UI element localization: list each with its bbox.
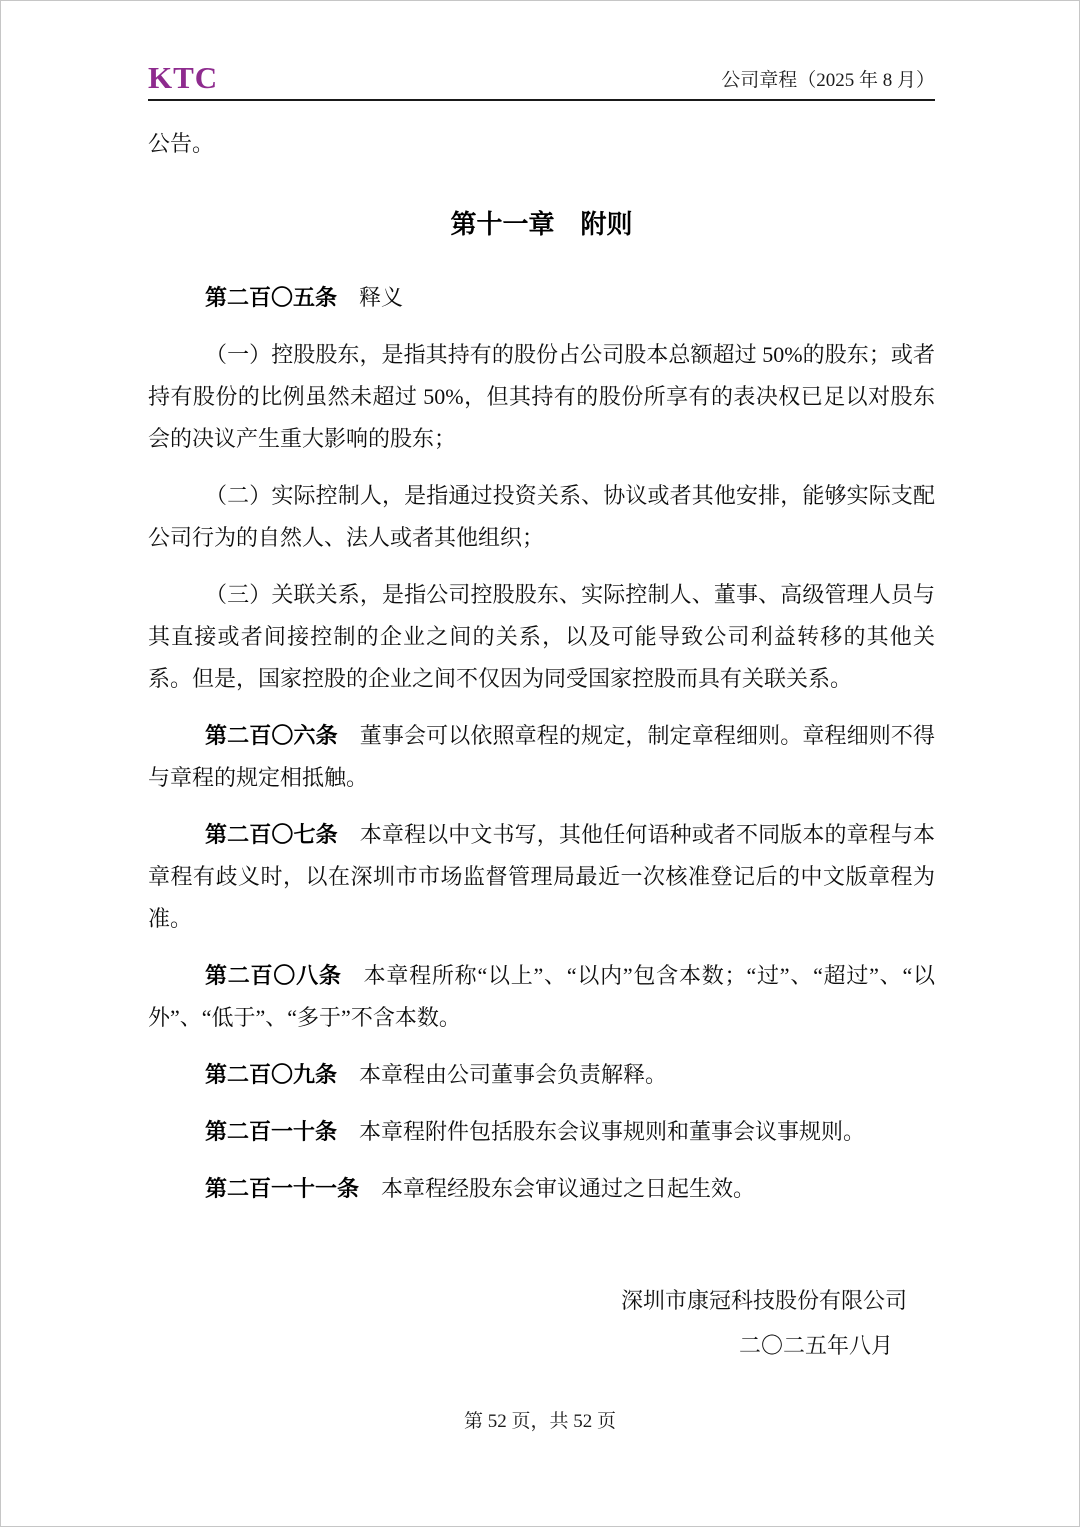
article-206 (148, 715, 935, 799)
article-208-number: 第二百〇八条 (205, 963, 342, 988)
document-content (148, 123, 935, 1368)
article-209-number: 第二百〇九条 (205, 1062, 338, 1087)
article-210-text: 本章程附件包括股东会议事规则和董事会议事规则。 (359, 1119, 866, 1144)
article-206-text: 董事会可以依照章程的规定，制定章程细则。章程细则不得与章程的规定相抵触。 (148, 723, 935, 790)
article-207-number: 第二百〇七条 (205, 822, 338, 847)
page-number: 第 52 页，共 52 页 (463, 1411, 616, 1432)
article-210 (148, 1111, 935, 1153)
article-207-text: 本章程以中文书写，其他任何语种或者不同版本的章程与本章程有歧义时，以在深圳市市场监督管理局最近一次核准登记后的中文版章程为准。 (148, 822, 935, 931)
article-205 (148, 277, 935, 319)
article-209-text: 本章程由公司董事会负责解释。 (359, 1062, 668, 1087)
article-211-text: 本章程经股东会审议通过之日起生效。 (381, 1176, 756, 1201)
chapter-title: 第十一章 附则 (450, 209, 633, 239)
clause-2: （二）实际控制人，是指通过投资关系、协议或者其他安排，能够实际支配公司行为的自然人、法人或者其他组织； (148, 483, 935, 550)
article-211 (148, 1168, 935, 1210)
ktc-logo: KTC (148, 60, 219, 95)
article-211-number: 第二百一十一条 (205, 1176, 360, 1201)
signature-date: 二〇二五年八月 (738, 1333, 893, 1358)
page-header (148, 62, 935, 101)
clause-3: （三）关联关系，是指公司控股股东、实际控制人、董事、高级管理人员与其直接或者间接控制的企业之间的关系，以及可能导致公司利益转移的其他关系。但是，国家控股的企业之间不仅因为同受国家控股而具有关联关系。 (148, 582, 935, 691)
article-205-text: 释义 (359, 285, 404, 310)
signature-company: 深圳市康冠科技股份有限公司 (620, 1288, 907, 1313)
header-doc-title: 公司章程（2025 年 8 月） (721, 70, 935, 91)
paragraph-continuation: 公告。 (148, 131, 215, 156)
signature-block (148, 1278, 935, 1368)
article-208 (148, 955, 935, 1039)
article-207 (148, 814, 935, 940)
clause-1: （一）控股股东，是指其持有的股份占公司股本总额超过 50%的股东；或者持有股份的比例虽然未超过 50%，但其持有的股份所享有的表决权已足以对股东会的决议产生重大影响的股东； (148, 342, 935, 451)
article-206-number: 第二百〇六条 (205, 723, 338, 748)
article-209 (148, 1054, 935, 1096)
article-208-text: 本章程所称“以上”、“以内”包含本数；“过”、“超过”、“以外”、“低于”、“多于”不含本数。 (148, 963, 935, 1030)
article-205-number: 第二百〇五条 (205, 285, 338, 310)
article-210-number: 第二百一十条 (205, 1119, 338, 1144)
